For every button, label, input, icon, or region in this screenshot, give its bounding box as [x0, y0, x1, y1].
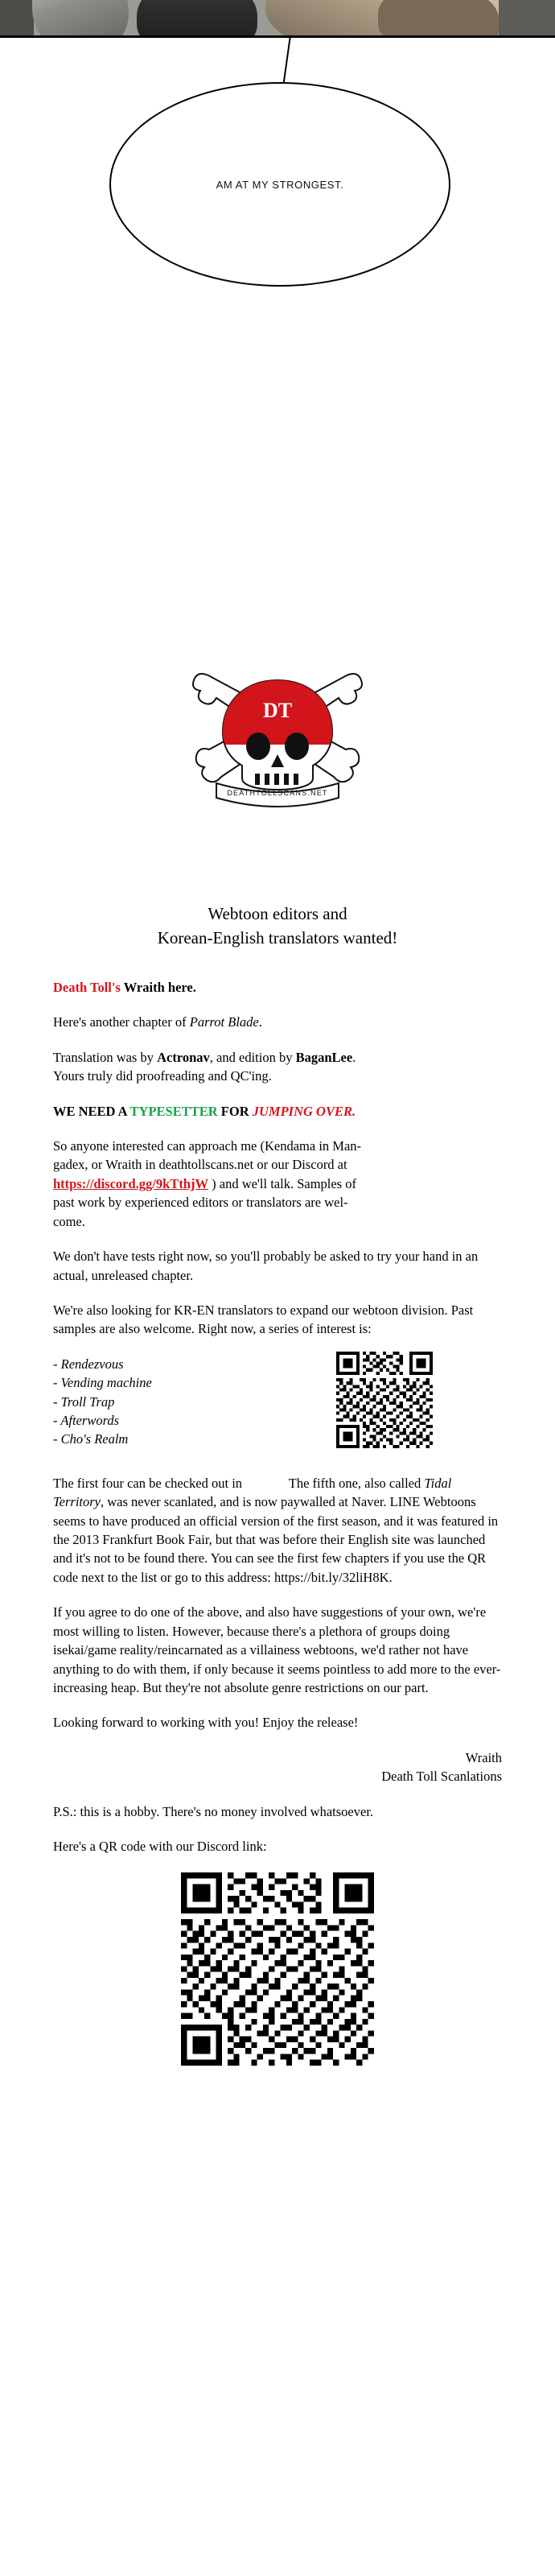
tidal-territory-title: Tidal Territory	[53, 1475, 452, 1510]
list-item: - Vending machine	[53, 1375, 152, 1391]
character-right-hair	[378, 0, 499, 38]
first-four-a: The first four can be checked out in	[53, 1475, 243, 1491]
paragraph-contact	[53, 1137, 502, 1231]
series-of-interest-list	[53, 1355, 502, 1449]
first-four-b: The fifth	[288, 1475, 335, 1491]
qr-code-discord-link[interactable]	[181, 1872, 374, 2066]
character-left	[32, 0, 129, 38]
paragraph-tests: We don't have tests right now, so you'll probably be asked to try your hand in an actual, unreleased chapter.	[53, 1249, 479, 1283]
list-item: - Rendezvous	[53, 1356, 124, 1372]
paragraph-suggestions: If you agree to do one of the above, and also have suggestions of your own, we're most willing to listen. However, because there's a plethora of groups doing isekai/game reality/reincarnated as a villainess webtoons, we'd rather not have anything to do with them, if only because it seems pointless to add more to the ever-increasing heap. But they're not absolute genre restrictions on our part.	[53, 1604, 501, 1695]
paragraph-qr-intro: Here's a QR code with our Discord link:	[53, 1839, 267, 1855]
recruit-need-label: WE NEED A	[53, 1103, 130, 1119]
panel-shadow-left	[0, 0, 34, 35]
recruit-project-title: JUMPING OVER.	[252, 1103, 356, 1119]
recruit-role: TYPESETTER	[130, 1103, 218, 1119]
character-center	[137, 0, 257, 38]
series-list-with-qr	[53, 1355, 502, 1458]
contact-line-b: gadex, or Wraith in deathtollscans.net or our Discord at	[53, 1157, 347, 1173]
list-item: - Afterwords	[53, 1413, 120, 1429]
paragraph-closing: Looking forward to working with you! Enjoy the release!	[53, 1715, 359, 1731]
staff-text-a: Translation was by	[53, 1049, 158, 1065]
editor-name: BaganLee	[295, 1049, 353, 1065]
paragraph-postscript: P.S.: this is a hobby. There's no money involved whatsoever.	[53, 1803, 374, 1819]
credits-body	[53, 978, 502, 2066]
contact-line-e: come.	[53, 1213, 85, 1229]
panel-shadow-right	[499, 0, 555, 35]
contact-line-a: So anyone interested can approach me (Kendama in Man-	[53, 1137, 362, 1154]
signature-name: Wraith	[465, 1749, 502, 1765]
translator-name: Actronav	[157, 1049, 210, 1065]
paragraph-first-four	[53, 1474, 502, 1587]
signature-group: Death Toll Scanlations	[381, 1769, 502, 1785]
speech-bubble-text: AM AT MY STRONGEST.	[216, 178, 344, 191]
speech-bubble	[109, 82, 450, 287]
svg-text:DT: DT	[262, 699, 293, 722]
contact-line-c: ) and we'll talk. Samples of	[208, 1175, 356, 1191]
contact-line-d: past work by experienced editors or translators are wel-	[53, 1195, 348, 1211]
paragraph-chapter	[53, 1013, 502, 1031]
group-name-red: Death Toll's	[53, 979, 121, 995]
speech-bubble-area	[0, 35, 555, 325]
manga-panel-top	[0, 0, 555, 38]
first-four-d: , was never scanlated, and is now paywalled at Naver. LINE Webtoons seems to have produced an official version of the first season, and it was featured in the 2013 Frankfurt Book Fair, but that was before their English site was launched and it's not to be found there. You can see the first few chapters if you use the QR code next to the list or go to this address: https://bit.ly/32liH8K.	[53, 1494, 499, 1585]
author-name: Wraith here.	[120, 979, 196, 995]
page-title-line2: Korean-English translators wanted!	[157, 928, 398, 948]
first-four-c: one, also called	[339, 1475, 425, 1491]
speech-bubble-tail	[283, 35, 291, 84]
recruit-for-label: FOR	[217, 1103, 253, 1119]
paragraph-recruit-headline	[53, 1102, 502, 1121]
staff-text-d: Yours truly did proofreading and QC'ing.	[53, 1068, 272, 1084]
list-item: - Troll Trap	[53, 1393, 115, 1410]
discord-invite-link[interactable]: https://discord.gg/9kTthjW	[53, 1175, 208, 1191]
paragraph-intro	[53, 978, 502, 997]
qr-code-series-link[interactable]	[336, 1352, 433, 1448]
page-title-line1: Webtoon editors and	[208, 904, 347, 923]
paragraph-translators-wanted: We're also looking for KR-EN translators to expand our webtoon division. Past samples are also welcome. Right now, a series of interest is:	[53, 1302, 474, 1337]
staff-text-c: .	[352, 1049, 356, 1065]
page-title	[0, 902, 555, 951]
paragraph-staff	[53, 1048, 502, 1086]
list-item: - Cho's Realm	[53, 1431, 129, 1447]
series-title: Parrot Blade	[189, 1014, 259, 1030]
death-toll-scans-skull-icon	[181, 656, 374, 809]
credits-content	[0, 902, 555, 2066]
chapter-suffix: .	[258, 1014, 262, 1030]
staff-text-b: , and edition by	[209, 1049, 296, 1065]
logo-banner-text: DEATHTOLLSCANS.NET	[227, 789, 328, 797]
signature	[53, 1748, 502, 1786]
chapter-prefix: Here's another chapter of	[53, 1014, 190, 1030]
